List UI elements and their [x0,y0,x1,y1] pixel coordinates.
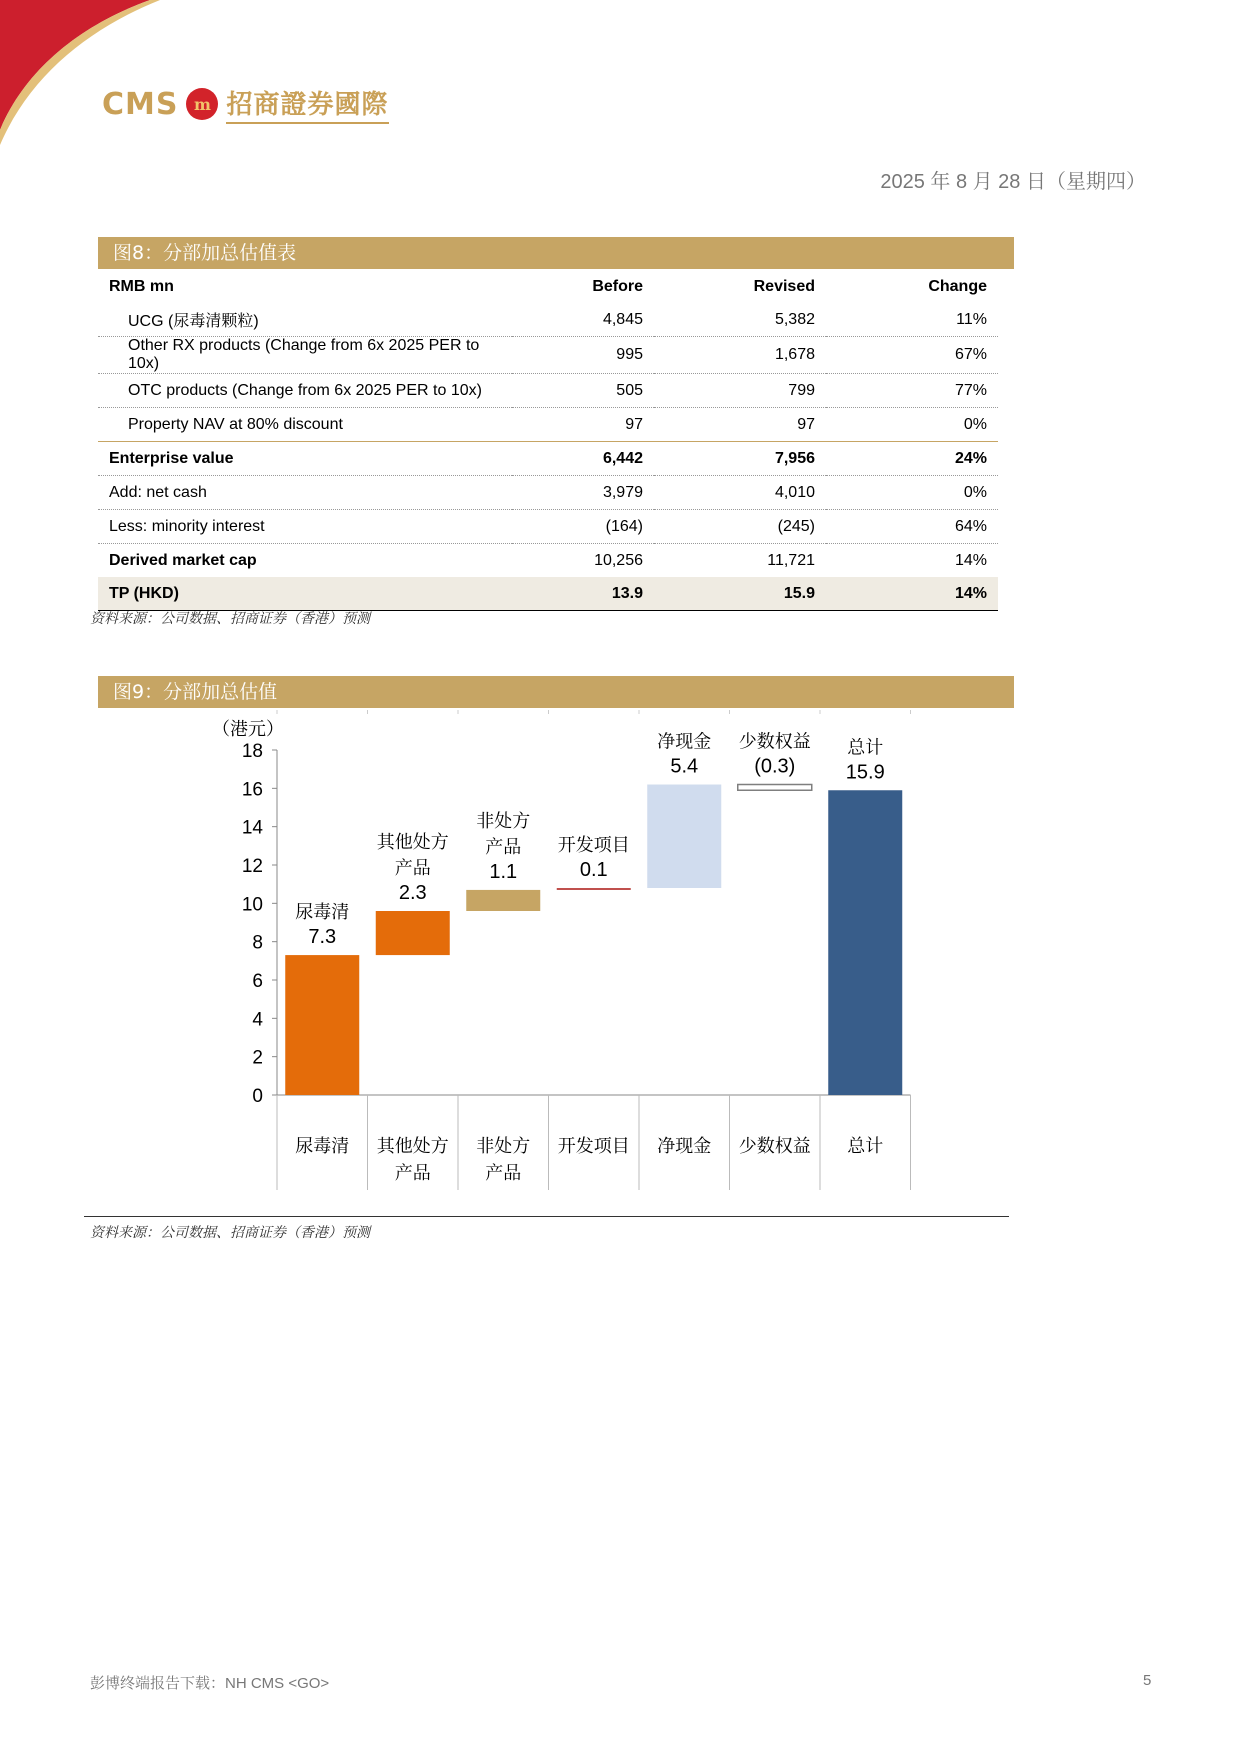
row-before: 505 [512,374,654,408]
row-before: 6,442 [512,442,654,476]
table-row [98,510,998,544]
waterfall-bar [376,911,450,955]
bar-name-label: 非处方 [476,810,531,832]
row-revised: 97 [654,408,826,442]
figure9-bottom-rule [84,1216,1009,1217]
y-tick-label: 8 [252,932,263,954]
row-revised: 7,956 [654,442,826,476]
y-tick-label: 4 [252,1009,263,1031]
bar-name-label: 少数权益 [738,731,811,753]
y-tick-label: 10 [241,894,263,916]
row-before: 4,845 [512,303,654,337]
bar-name-label: 尿毒清 [295,902,350,924]
x-category-label: 开发项目 [557,1136,630,1157]
row-change: 64% [826,510,998,544]
bar-value-label: 5.4 [670,755,699,778]
figure8-source: 资料来源：公司数据、招商证券（香港）预测 [90,611,370,627]
col-header-revised: Revised [753,277,815,295]
valuation-table [98,270,998,611]
row-change: 11% [826,303,998,337]
figure8-title-bar: 图8：分部加总估值表 [98,237,1014,269]
row-before: 10,256 [594,551,643,569]
y-tick-label: 2 [252,1047,263,1069]
col-header-change: Change [928,277,987,295]
x-category-label: 少数权益 [738,1136,811,1157]
sotp-waterfall-chart [98,710,1014,1210]
y-tick-label: 6 [252,971,263,992]
row-label: UCG (尿毒清颗粒) [98,303,512,337]
waterfall-bar [738,785,812,791]
bar-name-label: 产品 [485,836,522,858]
corner-swoosh-graphic [0,0,190,150]
row-change: 67% [826,337,998,374]
row-revised: 11,721 [767,551,815,569]
row-label: OTC products (Change from 6x 2025 PER to 10x) [98,374,512,408]
row-before: 97 [512,408,654,442]
figure9-title-bar: 图9：分部加总估值 [98,676,1014,708]
bar-value-label: 15.9 [845,761,885,784]
waterfall-bar [557,888,631,890]
waterfall-bar [466,890,540,911]
table-header-row [98,270,998,303]
bar-value-label: 1.1 [489,860,518,883]
table-row [98,476,998,510]
table-row-enterprise-value [98,442,998,476]
bar-name-label: 其他处方 [376,832,449,853]
table-row [98,374,998,408]
y-axis-label: （港元） [212,719,284,740]
row-change: 14% [826,577,998,611]
row-before: 13.9 [512,577,654,611]
y-tick-label: 16 [241,779,263,801]
y-tick-label: 0 [252,1086,263,1107]
row-change: 0% [826,408,998,442]
row-before: (164) [512,510,654,544]
row-change: 24% [826,442,998,476]
table-row-market-cap [98,544,998,578]
y-tick-label: 18 [241,741,263,762]
table-row-target-price [98,577,998,611]
table-row [98,337,998,374]
figure9-source: 资料来源：公司数据、招商证券（香港）预测 [90,1225,370,1241]
row-revised: 4,010 [654,476,826,510]
row-change: 0% [826,476,998,510]
bar-value-label: 0.1 [579,859,608,881]
bar-value-label: (0.3) [754,755,796,778]
x-category-label: 净现金 [657,1136,712,1157]
table-row [98,408,998,442]
row-label: Property NAV at 80% discount [98,408,512,442]
row-change: 14% [954,551,987,569]
bar-name-label: 总计 [847,737,884,759]
x-category-label: 非处方 [476,1136,531,1157]
row-label: Less: minority interest [98,510,512,544]
row-before: 3,979 [512,476,654,510]
row-revised: (245) [654,510,826,544]
row-label: Derived market cap [109,551,257,569]
bar-value-label: 7.3 [308,926,337,949]
bar-value-label: 2.3 [398,882,427,904]
waterfall-bar [647,785,721,889]
x-category-label: 产品 [394,1163,431,1184]
page-number: 5 [1143,1672,1152,1689]
bar-name-label: 开发项目 [557,835,630,856]
col-header-label: RMB mn [109,277,174,295]
row-label: Other RX products (Change from 6x 2025 PER to 10x) [98,337,512,374]
waterfall-bar [285,955,359,1095]
footer-bloomberg-note: 彭博终端报告下载：NH CMS <GO> [90,1675,330,1692]
logo-latin-text: CMS [102,86,179,122]
row-label: TP (HKD) [98,577,512,611]
row-before: 995 [512,337,654,374]
x-category-label: 总计 [847,1136,884,1157]
x-category-label: 尿毒清 [295,1136,350,1157]
row-label: Enterprise value [98,442,512,476]
logo-chinese-text: 招商證券國際 [226,84,388,124]
y-tick-label: 14 [241,817,263,839]
row-change: 77% [826,374,998,408]
x-category-label: 产品 [485,1163,522,1184]
waterfall-bar [828,790,902,1095]
row-revised: 799 [654,374,826,408]
table-row [98,303,998,337]
bar-name-label: 净现金 [657,731,712,753]
x-category-label: 其他处方 [376,1136,449,1157]
logo-mark-icon: m [186,88,218,120]
row-revised: 5,382 [654,303,826,337]
cms-logo [102,84,389,124]
row-revised: 15.9 [654,577,826,611]
y-tick-label: 12 [241,856,263,877]
row-label: Add: net cash [98,476,512,510]
report-date: 2025 年 8 月 28 日（星期四） [880,171,1146,193]
col-header-before: Before [592,277,643,295]
row-revised: 1,678 [654,337,826,374]
bar-name-label: 产品 [394,858,431,879]
